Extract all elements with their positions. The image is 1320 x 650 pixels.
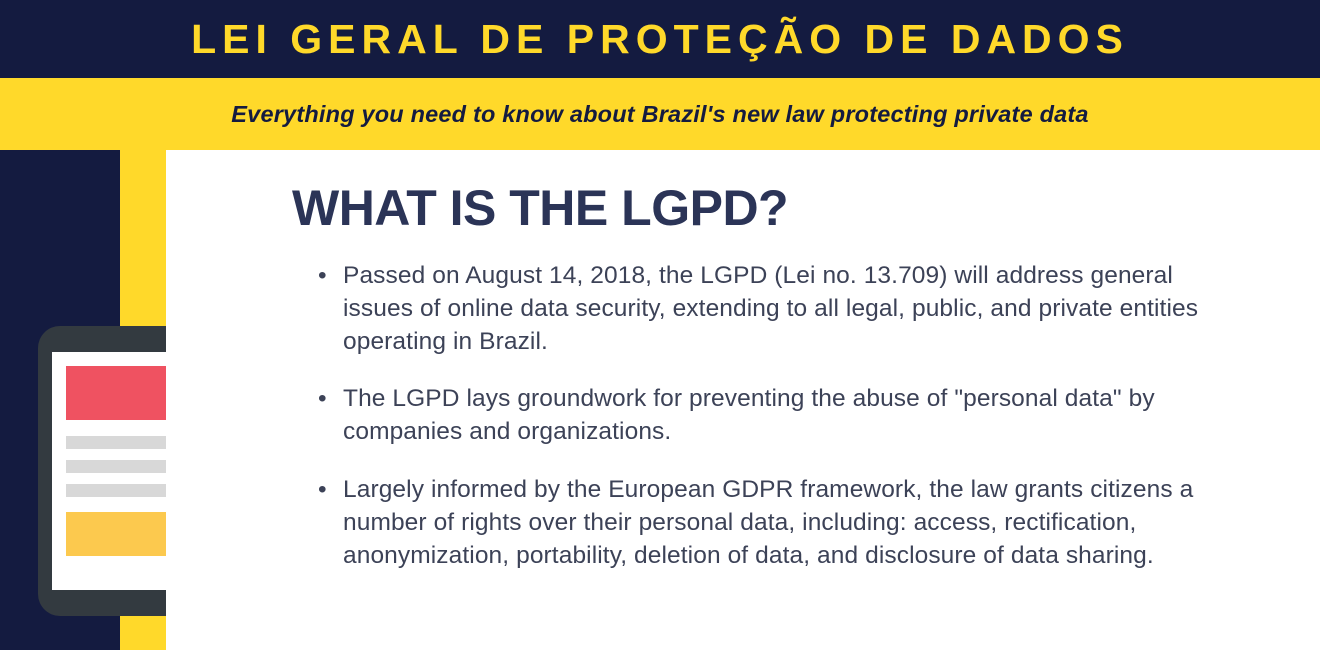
- title-band: [0, 0, 1320, 78]
- screen-image-block: [66, 366, 174, 420]
- list-item-text: The LGPD lays groundwork for preventing the abuse of "personal data" by companies and organizations.: [343, 385, 1155, 446]
- screen-button-block: [66, 512, 174, 556]
- page-subtitle: Everything you need to know about Brazil's new law protecting private data: [231, 100, 1089, 127]
- list-item-text: Passed on August 14, 2018, the LGPD (Lei no. 13.709) will address general issues of online data security, extending to all legal, public, and private entities operating in Brazil.: [343, 262, 1199, 355]
- section-heading: WHAT IS THE LGPD?: [292, 180, 789, 236]
- list-item: [318, 474, 1208, 572]
- page-title: LEI GERAL DE PROTEÇÃO DE DADOS: [191, 15, 1129, 62]
- screen-text-line-3: [66, 484, 174, 497]
- bullet-marker-icon: •: [318, 476, 327, 504]
- list-item: [318, 383, 1208, 449]
- bullet-marker-icon: •: [318, 385, 327, 413]
- bullet-list: [318, 260, 1208, 573]
- subtitle-band: [0, 78, 1320, 150]
- list-item-text: Largely informed by the European GDPR framework, the law grants citizens a number of rights over their personal data, including: access, rectification, anonymization, portability, deletion of data, and disclosure of data sharing.: [343, 476, 1194, 569]
- main-content: [166, 150, 1320, 650]
- list-item: [318, 260, 1208, 358]
- screen-text-line-2: [66, 460, 174, 473]
- bullet-marker-icon: •: [318, 262, 327, 289]
- screen-text-line-1: [66, 436, 174, 449]
